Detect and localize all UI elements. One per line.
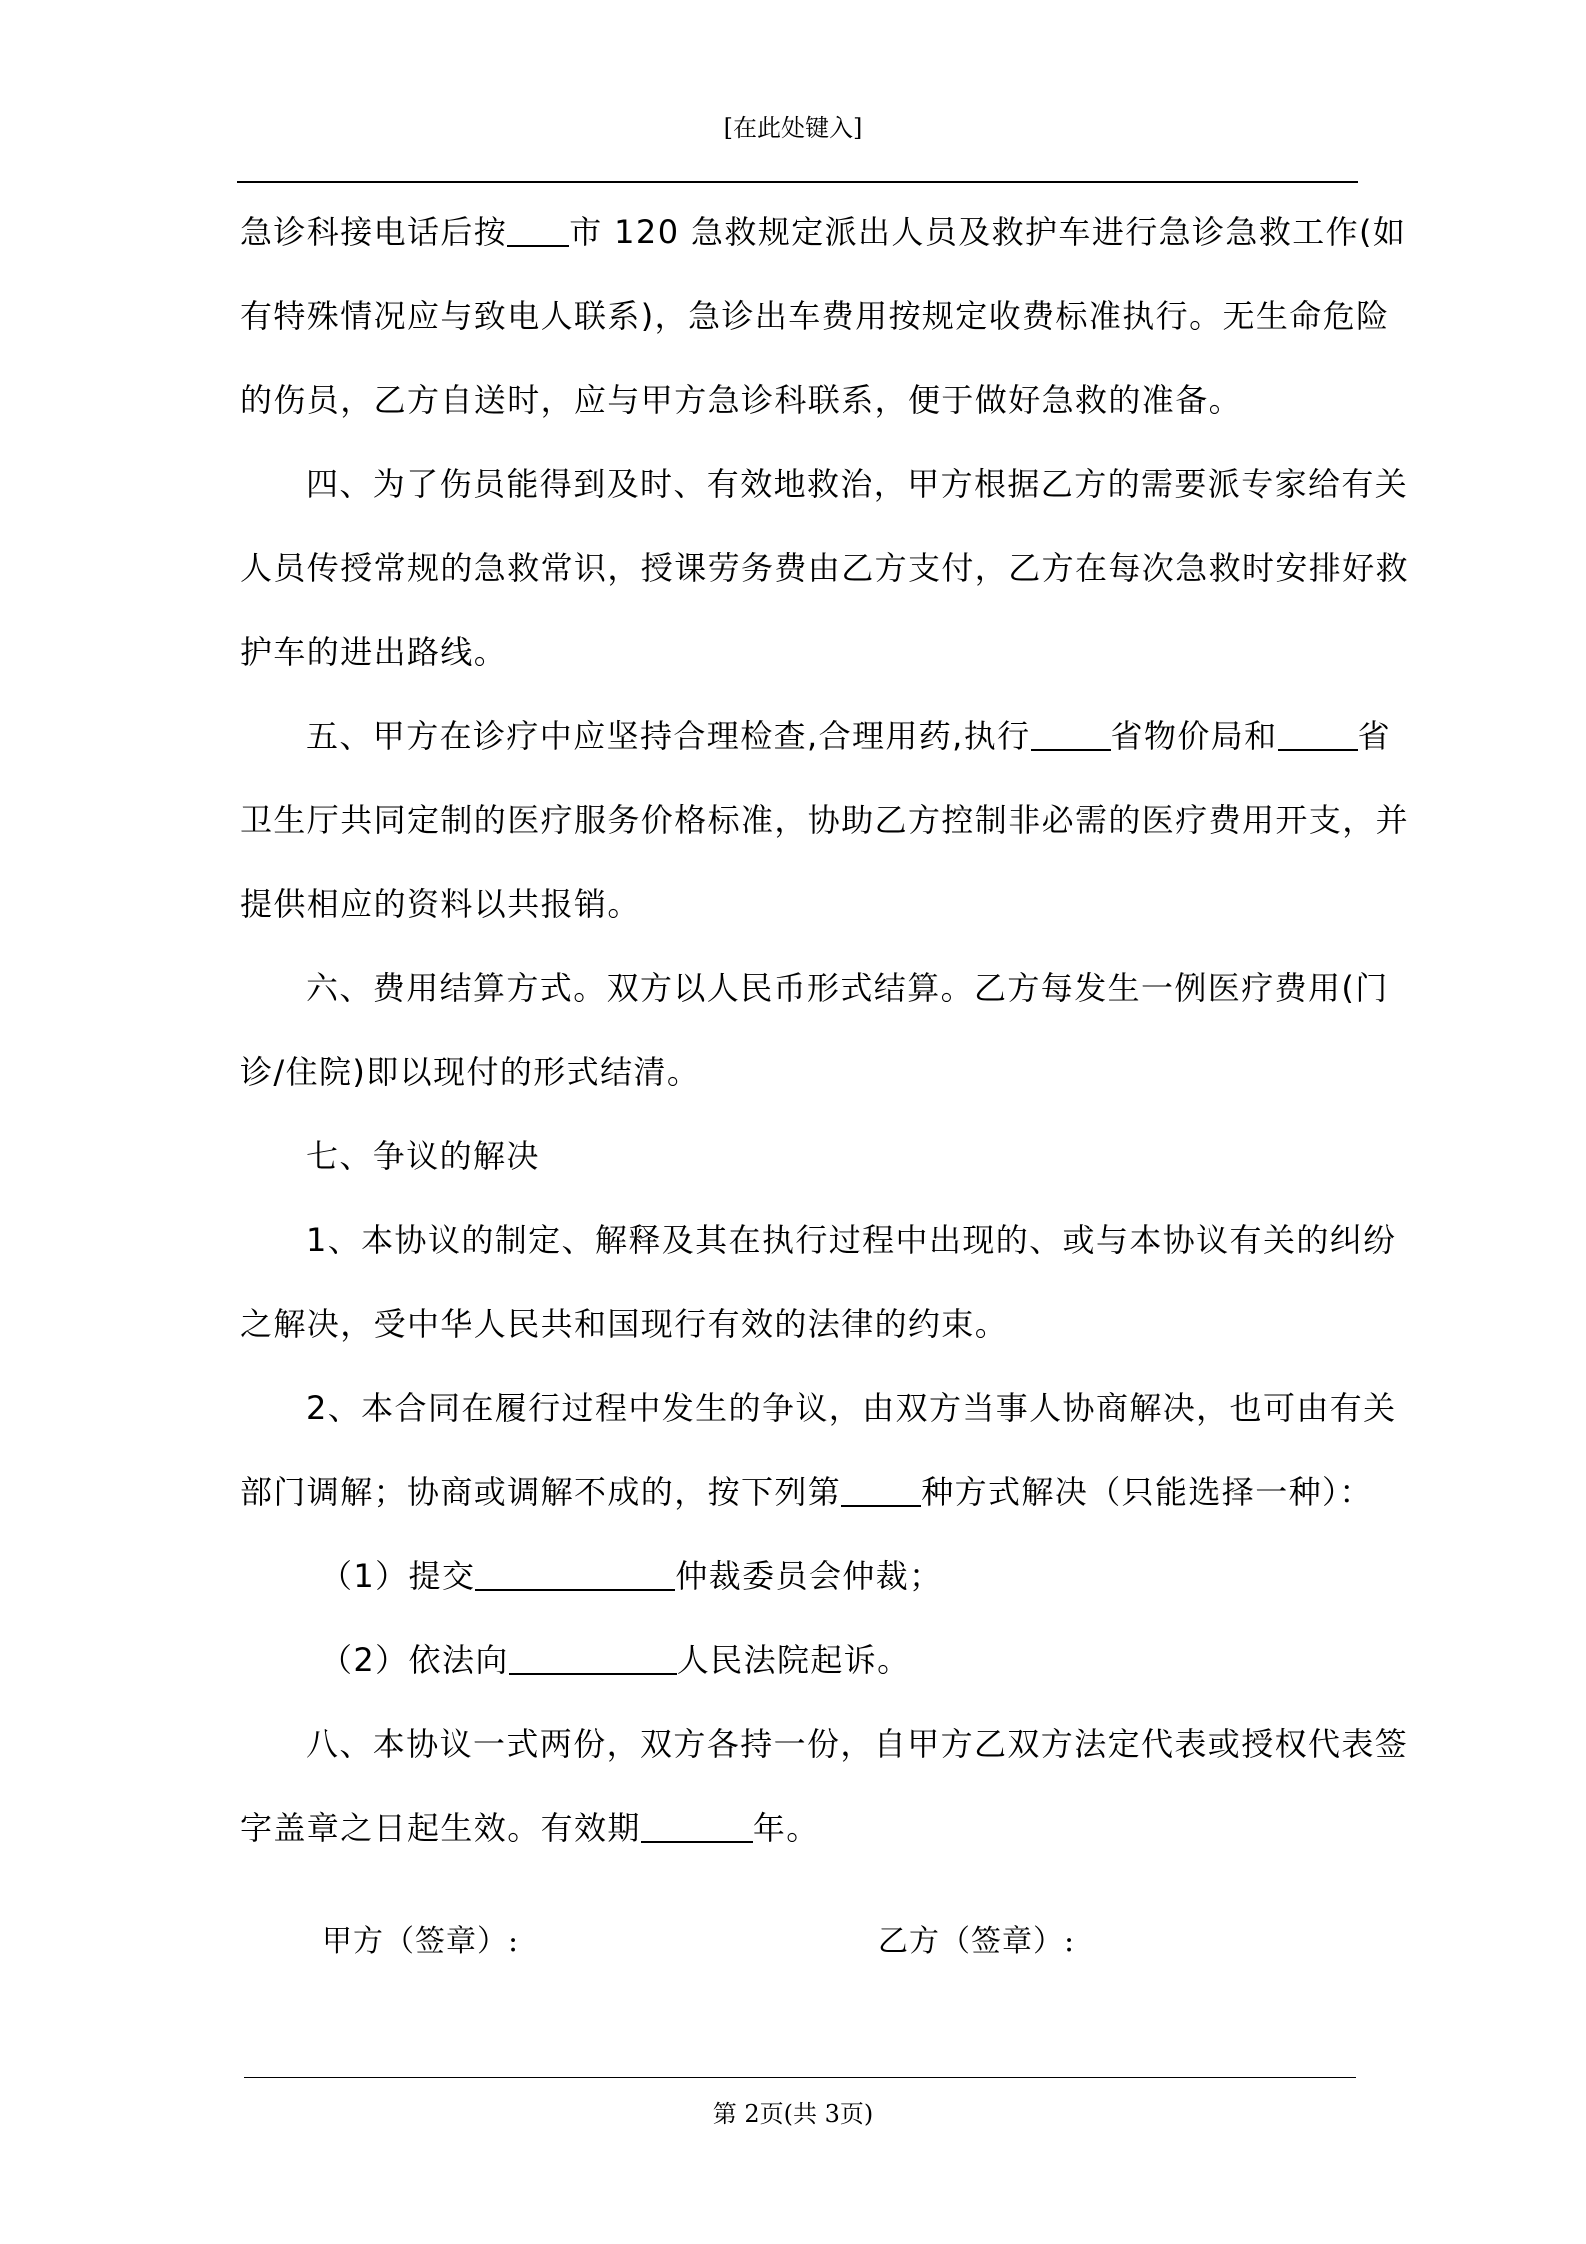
text-line bbox=[240, 1799, 1360, 1883]
clause-5-line bbox=[240, 707, 1391, 791]
text-segment: 省物价局和 bbox=[1110, 717, 1278, 755]
clause-4-line: 四、为了伤员能得到及时、有效地救治，甲方根据乙方的需要派专家给有关 bbox=[306, 465, 1409, 503]
clause-6-line: 六、费用结算方式。双方以人民币形式结算。乙方每发生一例医疗费用(门 bbox=[306, 969, 1389, 1007]
fill-blank-method[interactable] bbox=[841, 1471, 921, 1507]
text-line: 护车的进出路线。 bbox=[240, 633, 508, 671]
text-line: 之解决，受中华人民共和国现行有效的法律的约束。 bbox=[240, 1305, 1009, 1343]
text-line bbox=[240, 1463, 1373, 1547]
text-line: 提供相应的资料以共报销。 bbox=[240, 885, 641, 923]
text-segment: 人民法院起诉。 bbox=[676, 1641, 911, 1679]
clause-7-title: 七、争议的解决 bbox=[306, 1137, 540, 1175]
clause-7-2-line: 2、本合同在履行过程中发生的争议，由双方当事人协商解决，也可由有关 bbox=[306, 1389, 1397, 1427]
footer-rule bbox=[244, 2077, 1356, 2078]
text-segment: 年。 bbox=[752, 1809, 820, 1847]
party-b-signature: 乙方（签章）: bbox=[878, 1924, 1076, 1959]
party-a-signature: 甲方（签章）: bbox=[322, 1924, 520, 1959]
text-segment: （2）依法向 bbox=[320, 1641, 509, 1679]
text-line: 人员传授常规的急救常识，授课劳务费由乙方支付，乙方在每次急救时安排好救 bbox=[240, 549, 1410, 587]
text-segment: 省 bbox=[1357, 717, 1391, 755]
clause-7-1-line: 1、本协议的制定、解释及其在执行过程中出现的、或与本协议有关的纠纷 bbox=[306, 1221, 1397, 1259]
text-segment: 字盖章之日起生效。有效期 bbox=[240, 1809, 641, 1847]
fill-blank-province-1[interactable] bbox=[1031, 715, 1111, 751]
header-rule bbox=[237, 181, 1358, 183]
fill-blank-province-2[interactable] bbox=[1278, 715, 1358, 751]
fill-blank-court[interactable] bbox=[509, 1639, 677, 1675]
text-line: 卫生厅共同定制的医疗服务价格标准，协助乙方控制非必需的医疗费用开支，并 bbox=[240, 801, 1410, 839]
text-segment: 部门调解；协商或调解不成的，按下列第 bbox=[240, 1473, 842, 1511]
header-placeholder: [在此处键入] bbox=[723, 114, 863, 142]
text-segment: （1）提交 bbox=[320, 1557, 476, 1595]
text-segment: 市 120 急救规定派出人员及救护车进行急诊急救工作(如 bbox=[569, 213, 1407, 251]
document-body bbox=[240, 203, 1410, 1883]
text-segment: 种方式解决（只能选择一种）： bbox=[921, 1473, 1373, 1511]
text-line: 的伤员，乙方自送时，应与甲方急诊科联系，便于做好急救的准备。 bbox=[240, 381, 1243, 419]
option-2-line bbox=[240, 1631, 1360, 1715]
text-line bbox=[240, 203, 1407, 287]
text-line: 诊/住院)即以现付的形式结清。 bbox=[240, 1053, 701, 1091]
option-1-line bbox=[240, 1547, 1360, 1631]
text-segment: 五、甲方在诊疗中应坚持合理检查,合理用药,执行 bbox=[306, 717, 1031, 755]
fill-blank-city[interactable] bbox=[507, 211, 569, 247]
text-line: 有特殊情况应与致电人联系)，急诊出车费用按规定收费标准执行。无生命危险 bbox=[240, 297, 1390, 335]
clause-8-line: 八、本协议一式两份，双方各持一份，自甲方乙双方法定代表或授权代表签 bbox=[306, 1725, 1409, 1763]
fill-blank-arbitration[interactable] bbox=[475, 1555, 675, 1591]
page-number: 第 2页(共 3页) bbox=[712, 2100, 874, 2128]
text-segment: 急诊科接电话后按 bbox=[240, 213, 508, 251]
fill-blank-validity-years[interactable] bbox=[641, 1807, 753, 1843]
text-segment: 仲裁委员会仲裁； bbox=[675, 1557, 943, 1595]
